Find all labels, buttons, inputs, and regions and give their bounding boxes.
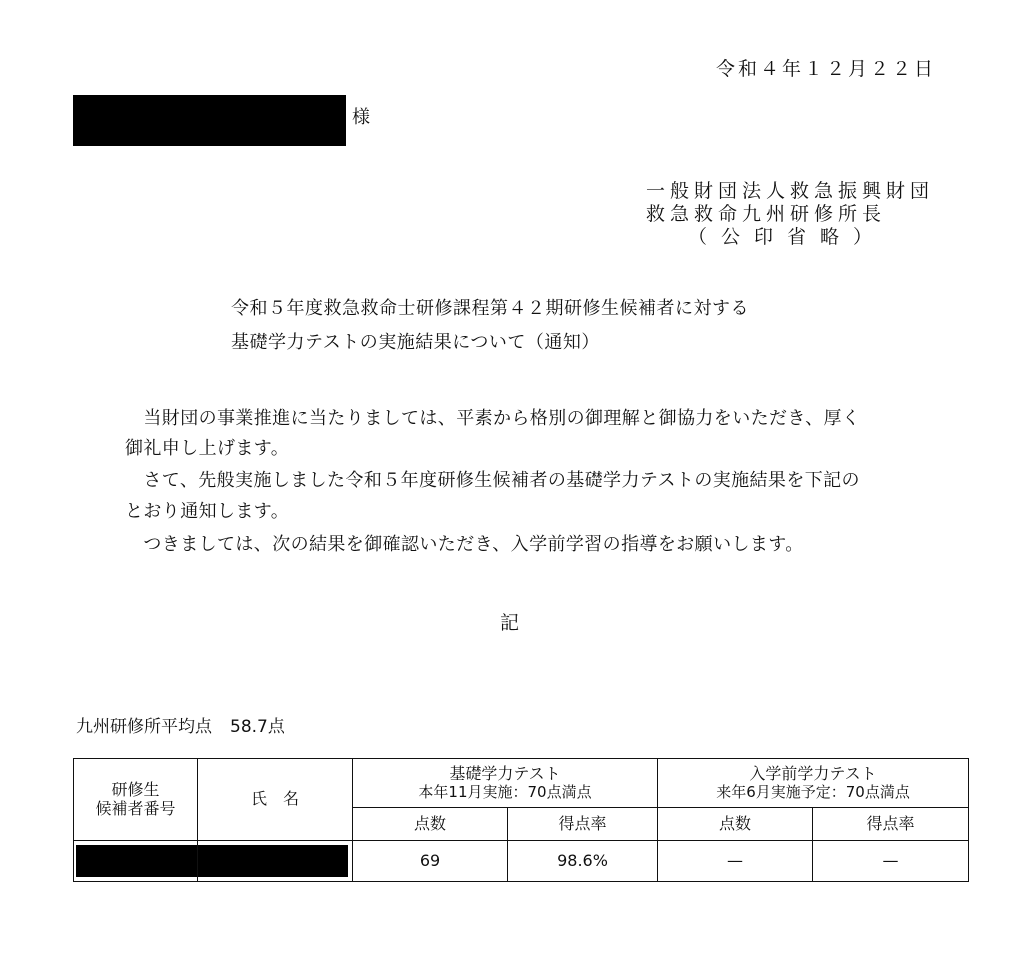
- subheader-pre-rate: 得点率: [813, 808, 969, 841]
- results-table: [73, 758, 969, 882]
- col-header-basic-test: [353, 759, 658, 808]
- col-header-name: 氏 名: [198, 759, 353, 841]
- body-paragraph-2b: とおり通知します。: [125, 501, 290, 522]
- pre-test-detail: 来年6月実施予定：70点満点: [716, 782, 910, 801]
- document-date: 令和４年１２月２２日: [716, 58, 937, 80]
- ki-heading: 記: [500, 612, 520, 634]
- subject-line-2: 基礎学力テストの実施結果について（通知）: [231, 332, 600, 353]
- redaction-bar: [198, 845, 348, 877]
- issuer-title: 救急救命九州研修所長: [646, 203, 887, 225]
- basic-test-detail: 本年11月実施：70点満点: [418, 782, 592, 801]
- col-header-id-line1: 研修生: [111, 780, 160, 800]
- redacted-recipient-name: [73, 95, 346, 146]
- basic-rate-value: 98.6%: [508, 841, 658, 882]
- redacted-candidate-name: [198, 841, 353, 882]
- subheader-basic-score: 点数: [353, 808, 508, 841]
- table-header-row: [74, 759, 969, 808]
- pre-rate-value: —: [813, 841, 969, 882]
- body-paragraph-2a: [125, 466, 860, 492]
- redacted-candidate-number: [74, 841, 198, 882]
- pre-score-value: —: [658, 841, 813, 882]
- body-text: つきましては、次の結果を御確認いただき、入学前学習の指導をお願いします。: [143, 534, 804, 555]
- basic-test-title: 基礎学力テスト: [449, 764, 561, 784]
- subject-line-1: 令和５年度救急救命士研修課程第４２期研修生候補者に対する: [231, 298, 749, 319]
- body-text: さて、先般実施しました令和５年度研修生候補者の基礎学力テストの実施結果を下記の: [143, 470, 860, 491]
- redaction-bar: [76, 845, 197, 877]
- average-value: 58.7点: [230, 717, 285, 737]
- average-label: 九州研修所平均点: [76, 717, 212, 737]
- col-header-candidate-number: [74, 759, 198, 841]
- subheader-pre-score: 点数: [658, 808, 813, 841]
- table-row: [74, 841, 969, 882]
- body-paragraph-1b: 御礼申し上げます。: [125, 438, 290, 459]
- basic-score-value: 69: [353, 841, 508, 882]
- col-header-id-line2: 候補者番号: [95, 798, 176, 818]
- pre-test-title: 入学前学力テスト: [749, 764, 877, 784]
- recipient-honorific: 様: [352, 107, 370, 128]
- subheader-basic-rate: 得点率: [508, 808, 658, 841]
- average-score-line: [76, 712, 285, 737]
- body-paragraph-3: [125, 530, 804, 556]
- col-header-pre-test: [658, 759, 969, 808]
- issuer-organization: 一般財団法人救急振興財団: [646, 180, 935, 202]
- seal-omitted-note: （公印省略）: [688, 226, 887, 248]
- body-text: 当財団の事業推進に当たりましては、平素から格別の御理解と御協力をいただき、厚く: [143, 408, 861, 429]
- body-paragraph-1a: [125, 404, 860, 430]
